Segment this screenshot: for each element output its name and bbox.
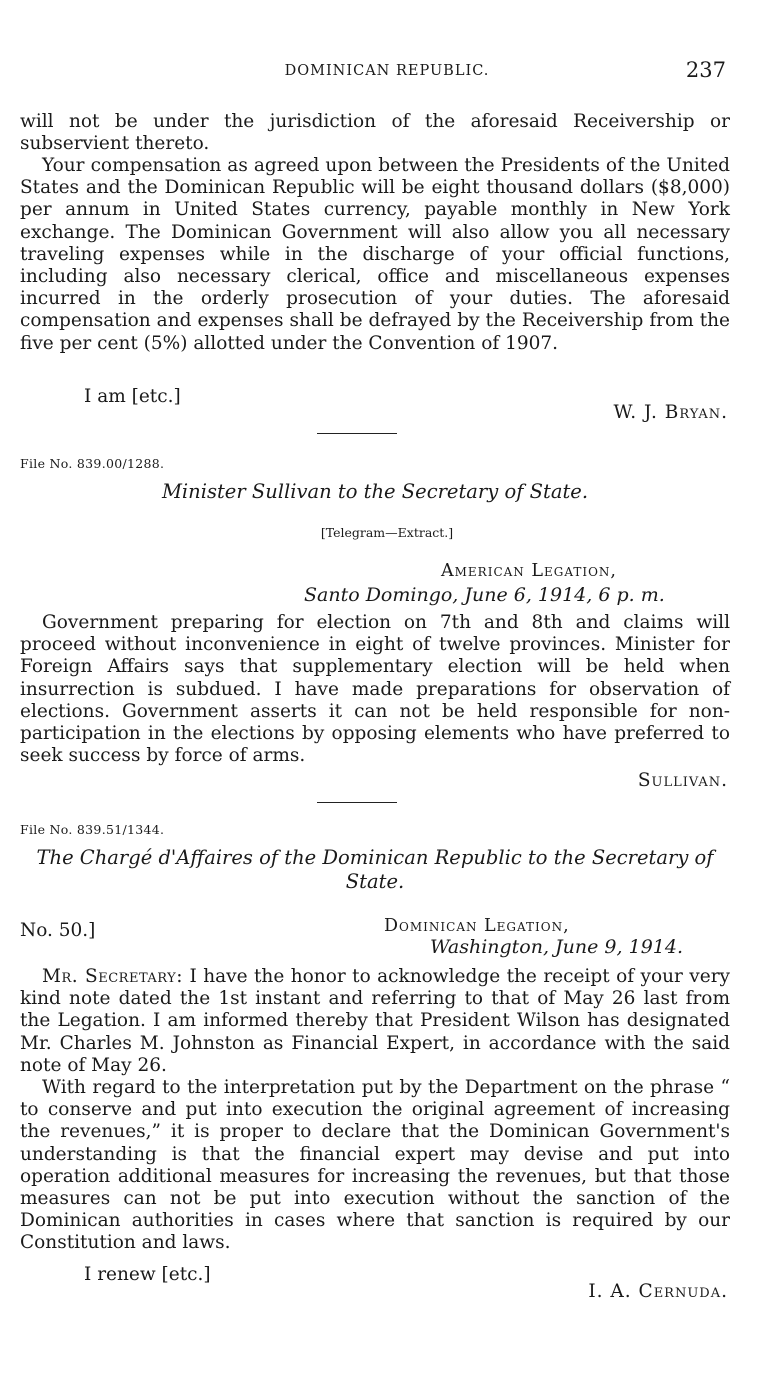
- place-heading: Dominican Legation,: [384, 916, 570, 936]
- document-title: Minister Sullivan to the Secretary of State.: [161, 480, 589, 503]
- section-divider: [317, 433, 397, 434]
- note-paragraph-2: With regard to the interpretation put by the Department on the phrase “ to conserve and put into execution the original agreement of increasing the revenues,” it is proper to declare that the Dominican Government's understanding is that the financial expert may devise and put into operation additional measures for increasing the revenues, but that those measures can not be put into execution without the sanction of the Dominican authorities in cases where that sanction is required by our Constitution and laws.: [20, 1077, 730, 1254]
- salutation: Mr. Secretary:: [42, 966, 183, 987]
- signature-sullivan: Sullivan.: [637, 770, 728, 791]
- running-header: [0, 58, 774, 88]
- place-heading: American Legation,: [441, 561, 617, 581]
- dateline: Washington, June 9, 1914.: [430, 936, 683, 958]
- signature-bryan: W. J. Bryan.: [613, 402, 728, 423]
- note-paragraph-1: [20, 966, 730, 1077]
- note-paragraph-1-text: I have the honor to acknowledge the receipt of your very kind note dated the 1st instant and referring to that of May 26 last from the Legation. I am informed thereby that President Wilson has designated Mr. Charles M. Johnston as Financial Expert, in accordance with the said note of May 26.: [20, 966, 730, 1076]
- letter-closing: I am [etc.]: [84, 386, 181, 407]
- dateline: Santo Domingo, June 6, 1914, 6 p. m.: [304, 584, 665, 606]
- file-number: File No. 839.00/1288.: [20, 456, 165, 471]
- signature-cernuda: I. A. Cernuda.: [588, 1281, 728, 1302]
- file-number: File No. 839.51/1344.: [20, 822, 165, 837]
- section-divider: [317, 802, 397, 803]
- note-closing: I renew [etc.]: [84, 1264, 211, 1285]
- letter-continuation: will not be under the jurisdiction of the aforesaid Receivership or subservient thereto.: [20, 111, 730, 155]
- document-number: No. 50.]: [20, 920, 96, 941]
- running-title: DOMINICAN REPUBLIC.: [284, 63, 490, 79]
- telegram-body: Government preparing for election on 7th and 8th and claims will proceed without inconvenience in eight of twelve provinces. Minister for Foreign Affairs says that supplementary election will be held when insurrection is subdued. I have made preparations for observation of elections. Government asserts it can not be held responsible for non-participation in the elections by opposing elements who have preferred to seek success by force of arms.: [20, 612, 730, 767]
- page-number: 237: [685, 58, 726, 82]
- document-title: The Chargé d'Affaires of the Dominican Republic to the Secretary of State.: [36, 846, 714, 893]
- document-subtitle: [Telegram—Extract.]: [320, 525, 454, 540]
- compensation-paragraph: Your compensation as agreed upon between the Presidents of the United States and the Dominican Republic will be eight thousand dollars ($8,000) per annum in United States currency, payable monthly in New York exchange. The Dominican Government will also allow you all necessary traveling expenses while in the discharge of your official functions, including also necessary clerical, office and miscellaneous expenses incurred in the orderly prosecution of your duties. The aforesaid compensation and expenses shall be defrayed by the Receivership from the five per cent (5%) allotted under the Convention of 1907.: [20, 155, 730, 354]
